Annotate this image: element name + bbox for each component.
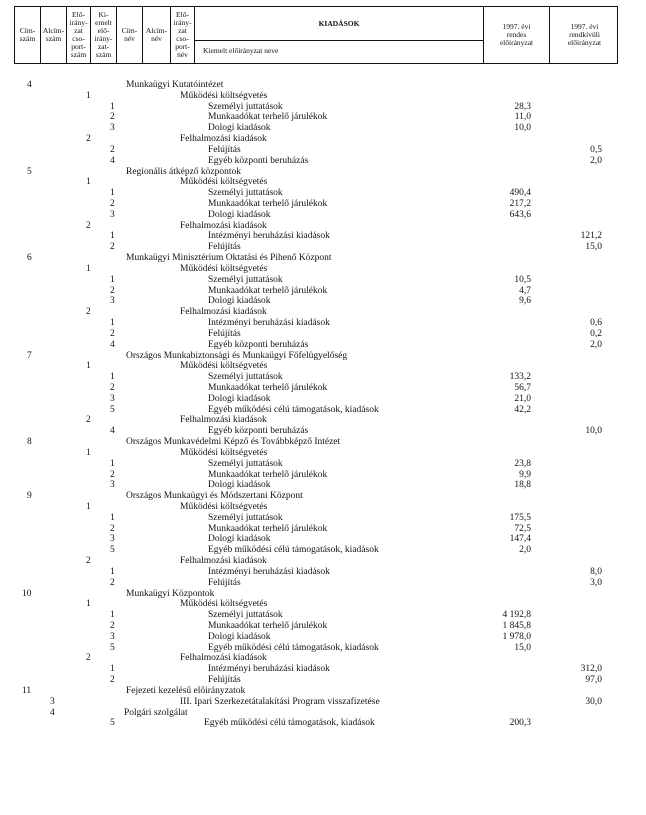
eloiranyzat-csoport-szam: 1 xyxy=(86,501,91,512)
eloiranyzat-nev: Felhalmozási kiadások xyxy=(180,653,267,664)
header-alcimnev: Alcím- név xyxy=(143,7,171,63)
table-row xyxy=(0,167,646,178)
table-row xyxy=(0,307,646,318)
rendes-eloiranyzat: 23,8 xyxy=(514,458,531,469)
eloiranyzat-nev: Felújítás xyxy=(208,577,241,588)
kiemelt-eloiranyzat-szam: 2 xyxy=(110,577,115,588)
eloiranyzat-csoport-szam: 1 xyxy=(86,177,91,188)
eloiranyzat-nev: Működési költségvetés xyxy=(180,90,268,101)
kiemelt-eloiranyzat-szam: 5 xyxy=(110,545,115,556)
rendes-eloiranyzat: 1 845,8 xyxy=(502,621,531,631)
kiemelt-eloiranyzat-szam: 1 xyxy=(110,274,115,285)
kiemelt-eloiranyzat-szam: 2 xyxy=(110,328,115,339)
table-row xyxy=(0,296,646,307)
rendes-eloiranyzat: 175,5 xyxy=(509,512,531,523)
rendes-eloiranyzat: 490,4 xyxy=(509,188,531,199)
rendes-eloiranyzat: 42,2 xyxy=(514,404,531,415)
table-row xyxy=(0,708,646,719)
kiemelt-eloiranyzat-szam: 3 xyxy=(110,209,115,220)
table-row xyxy=(0,102,646,113)
table-row xyxy=(0,524,646,535)
kiemelt-eloiranyzat-szam: 1 xyxy=(110,372,115,383)
eloiranyzat-nev: Dologi kiadások xyxy=(208,631,271,642)
eloiranyzat-csoport-szam: 1 xyxy=(86,263,91,274)
rendes-eloiranyzat: 217,2 xyxy=(509,199,531,210)
table-row xyxy=(0,145,646,156)
eloiranyzat-nev: Dologi kiadások xyxy=(208,393,271,404)
kiemelt-eloiranyzat-szam: 2 xyxy=(110,621,115,631)
table-row xyxy=(0,718,646,729)
eloiranyzat-nev: Dologi kiadások xyxy=(208,480,271,491)
rendes-eloiranyzat: 1 978,0 xyxy=(502,631,531,642)
table-row xyxy=(0,80,646,91)
header-eloiranyzat-csoport-szam: Elő- irány- zat cso- port- szám xyxy=(67,7,91,63)
table-row xyxy=(0,664,646,675)
table-row xyxy=(0,437,646,448)
table-row xyxy=(0,448,646,459)
eloiranyzat-nev: Intézményi beruházási kiadások xyxy=(208,566,330,577)
kiemelt-eloiranyzat-szam: 1 xyxy=(110,512,115,523)
table-row xyxy=(0,426,646,437)
cim-szam: 10 xyxy=(22,588,32,599)
table-row xyxy=(0,686,646,697)
kiemelt-eloiranyzat-szam: 1 xyxy=(110,566,115,577)
table-row xyxy=(0,589,646,600)
table-row xyxy=(0,188,646,199)
table-row xyxy=(0,599,646,610)
eloiranyzat-nev: Működési költségvetés xyxy=(180,501,268,512)
table-row xyxy=(0,210,646,221)
eloiranyzat-nev: Egyéb központi beruházás xyxy=(208,339,309,350)
table-row xyxy=(0,556,646,567)
eloiranyzat-nev: Személyi juttatások xyxy=(208,274,283,285)
table-row xyxy=(0,361,646,372)
eloiranyzat-csoport-szam: 1 xyxy=(86,90,91,101)
table-row xyxy=(0,545,646,556)
table-row xyxy=(0,513,646,524)
kiemelt-eloiranyzat-szam: 2 xyxy=(110,382,115,393)
table-row xyxy=(0,621,646,632)
eloiranyzat-nev: Személyi juttatások xyxy=(208,512,283,523)
table-row xyxy=(0,242,646,253)
header-rendes-eloiranyzat: 1997. évi rendes előirányzat xyxy=(484,7,550,63)
kiemelt-eloiranyzat-szam: 5 xyxy=(110,718,115,729)
table-row xyxy=(0,610,646,621)
table-row xyxy=(0,275,646,286)
eloiranyzat-nev: Felújítás xyxy=(208,242,241,253)
cim-szam: 4 xyxy=(27,80,32,90)
eloiranyzat-nev: Felhalmozási kiadások xyxy=(180,134,267,145)
eloiranyzat-nev: Egyéb működési célú támogatások, kiadások xyxy=(208,642,379,653)
table-row xyxy=(0,675,646,686)
table-row xyxy=(0,480,646,491)
table-row xyxy=(0,394,646,405)
kiemelt-eloiranyzat-szam: 2 xyxy=(110,675,115,686)
eloiranyzat-nev: Dologi kiadások xyxy=(208,123,271,134)
rendkivuli-eloiranyzat: 121,2 xyxy=(580,231,602,242)
rendes-eloiranyzat: 18,8 xyxy=(514,480,531,491)
eloiranyzat-nev: Országos Munkavédelmi Képző és Továbbképző Intézet xyxy=(126,437,341,448)
table-row xyxy=(0,134,646,145)
kiadasok-title: KIADÁSOK xyxy=(195,7,483,41)
kiemelt-eloiranyzat-szam: 4 xyxy=(110,339,115,350)
eloiranyzat-nev: Dologi kiadások xyxy=(208,209,271,220)
cim-szam: 9 xyxy=(27,491,32,502)
eloiranyzat-nev: Személyi juttatások xyxy=(208,188,283,199)
eloiranyzat-nev: Polgári szolgálat xyxy=(124,707,188,718)
eloiranyzat-csoport-szam: 2 xyxy=(86,556,91,567)
eloiranyzat-nev: Munkaügyi Központok xyxy=(126,588,215,599)
table-row xyxy=(0,351,646,362)
eloiranyzat-csoport-szam: 2 xyxy=(86,307,91,318)
eloiranyzat-nev: Munkaügyi Minisztérium Oktatási és Pihenő Központ xyxy=(126,253,332,264)
eloiranyzat-nev: Regionális átképző központok xyxy=(126,166,242,177)
eloiranyzat-nev: Munkaadókat terhelő járulékok xyxy=(208,469,328,480)
eloiranyzat-nev: Egyéb központi beruházás xyxy=(208,426,309,437)
eloiranyzat-nev: Egyéb működési célú támogatások, kiadások xyxy=(204,718,375,729)
table-row xyxy=(0,199,646,210)
kiemelt-eloiranyzat-szam: 1 xyxy=(110,664,115,675)
rendes-eloiranyzat: 11,0 xyxy=(514,112,531,123)
header-rendkivuli-eloiranyzat: 1997. évi rendkívüli előirányzat xyxy=(567,22,602,47)
table-row xyxy=(0,221,646,232)
cim-szam: 6 xyxy=(27,253,32,264)
kiemelt-eloiranyzat-szam: 3 xyxy=(110,480,115,491)
table-row xyxy=(0,415,646,426)
table-row xyxy=(0,653,646,664)
eloiranyzat-nev: Személyi juttatások xyxy=(208,372,283,383)
eloiranyzat-csoport-szam: 2 xyxy=(86,653,91,664)
eloiranyzat-nev: III. Ipari Szerkezetátalakítási Program visszafizetése xyxy=(180,696,380,707)
table-row xyxy=(0,697,646,708)
header-eloiranyzat-csoport-nev: Elő- irány- zat cso- port- név xyxy=(171,7,195,63)
cim-szam: 11 xyxy=(22,685,32,696)
rendes-eloiranyzat: 15,0 xyxy=(514,642,531,653)
header-alcimszam: Alcím- szám xyxy=(41,7,67,63)
eloiranyzat-nev: Felhalmozási kiadások xyxy=(180,556,267,567)
rendes-eloiranyzat: 9,9 xyxy=(519,469,531,480)
table-row xyxy=(0,383,646,394)
eloiranyzat-nev: Dologi kiadások xyxy=(208,534,271,545)
cim-szam: 5 xyxy=(27,166,32,177)
rendkivuli-eloiranyzat: 3,0 xyxy=(590,577,602,588)
rendkivuli-eloiranyzat: 10,0 xyxy=(585,426,602,437)
eloiranyzat-nev: Egyéb működési célú támogatások, kiadások xyxy=(208,545,379,556)
rendes-eloiranyzat: 10,0 xyxy=(514,123,531,134)
eloiranyzat-nev: Intézményi beruházási kiadások xyxy=(208,664,330,675)
rendes-eloiranyzat: 9,6 xyxy=(519,296,531,307)
header-kiadasok xyxy=(195,7,484,63)
eloiranyzat-nev: Felújítás xyxy=(208,144,241,155)
rendes-eloiranyzat: 72,5 xyxy=(514,523,531,534)
eloiranyzat-nev: Munkaadókat terhelő járulékok xyxy=(208,523,328,534)
eloiranyzat-nev: Országos Munkabiztonsági és Munkaügyi Főfelügyelőség xyxy=(126,350,348,361)
rendes-eloiranyzat: 4 192,8 xyxy=(502,610,531,621)
eloiranyzat-nev: Személyi juttatások xyxy=(208,101,283,112)
table-row xyxy=(0,177,646,188)
eloiranyzat-nev: Országos Munkaügyi és Módszertani Központ xyxy=(126,491,303,502)
table-row xyxy=(0,340,646,351)
rendes-eloiranyzat: 21,0 xyxy=(514,393,531,404)
rendkivuli-eloiranyzat: 2,0 xyxy=(590,155,602,166)
eloiranyzat-nev: Munkaadókat terhelő járulékok xyxy=(208,199,328,210)
rendkivuli-eloiranyzat: 0,5 xyxy=(590,144,602,155)
table-row xyxy=(0,112,646,123)
table-header xyxy=(14,6,618,64)
table-row xyxy=(0,372,646,383)
kiemelt-eloiranyzat-szam: 1 xyxy=(110,610,115,621)
rendes-eloiranyzat: 2,0 xyxy=(519,545,531,556)
eloiranyzat-nev: Munkaadókat terhelő járulékok xyxy=(208,285,328,296)
rendkivuli-eloiranyzat: 0,2 xyxy=(590,328,602,339)
eloiranyzat-nev: Egyéb központi beruházás xyxy=(208,155,309,166)
kiemelt-eloiranyzat-szam: 3 xyxy=(110,631,115,642)
table-row xyxy=(0,286,646,297)
eloiranyzat-nev: Személyi juttatások xyxy=(208,610,283,621)
eloiranyzat-nev: Munkaadókat terhelő járulékok xyxy=(208,382,328,393)
rendkivuli-eloiranyzat: 15,0 xyxy=(585,242,602,253)
eloiranyzat-csoport-szam: 2 xyxy=(86,134,91,145)
table-row xyxy=(0,91,646,102)
rendes-eloiranyzat: 4,7 xyxy=(519,285,531,296)
eloiranyzat-csoport-szam: 2 xyxy=(86,220,91,231)
eloiranyzat-csoport-szam: 1 xyxy=(86,361,91,372)
alcim-szam: 4 xyxy=(50,707,55,718)
kiemelt-eloiranyzat-szam: 2 xyxy=(110,144,115,155)
rendkivuli-eloiranyzat: 2,0 xyxy=(590,339,602,350)
eloiranyzat-nev: Működési költségvetés xyxy=(180,599,268,610)
eloiranyzat-nev: Felújítás xyxy=(208,328,241,339)
table-row xyxy=(0,405,646,416)
table-row xyxy=(0,318,646,329)
eloiranyzat-nev: Működési költségvetés xyxy=(180,447,268,458)
cim-szam: 8 xyxy=(27,437,32,448)
eloiranyzat-nev: Dologi kiadások xyxy=(208,296,271,307)
kiemelt-eloiranyzat-szam: 3 xyxy=(110,123,115,134)
rendes-eloiranyzat: 28,3 xyxy=(514,101,531,112)
kiemelt-eloiranyzat-szam: 3 xyxy=(110,393,115,404)
kiemelt-eloiranyzat-szam: 5 xyxy=(110,404,115,415)
rendes-eloiranyzat: 10,5 xyxy=(514,274,531,285)
table-row xyxy=(0,264,646,275)
kiemelt-eloiranyzat-szam: 2 xyxy=(110,523,115,534)
kiemelt-eloiranyzat-szam: 4 xyxy=(110,426,115,437)
eloiranyzat-nev: Felhalmozási kiadások xyxy=(180,220,267,231)
header-cimnev: Cím- név xyxy=(117,7,143,63)
eloiranyzat-csoport-szam: 1 xyxy=(86,599,91,610)
eloiranyzat-csoport-szam: 1 xyxy=(86,447,91,458)
table-row xyxy=(0,231,646,242)
rendes-eloiranyzat: 133,2 xyxy=(509,372,531,383)
header-kiemelt-szam: Ki- emelt elő- irány- zat- szám xyxy=(91,7,117,63)
kiemelt-eloiranyzat-szam: 1 xyxy=(110,318,115,329)
kiemelt-eloiranyzat-szam: 4 xyxy=(110,155,115,166)
kiemelt-eloiranyzat-szam: 2 xyxy=(110,285,115,296)
kiemelt-eloiranyzat-szam: 1 xyxy=(110,231,115,242)
table-row xyxy=(0,567,646,578)
rendes-eloiranyzat: 147,4 xyxy=(509,534,531,545)
kiemelt-eloiranyzat-szam: 2 xyxy=(110,242,115,253)
eloiranyzat-nev: Felhalmozási kiadások xyxy=(180,307,267,318)
rendkivuli-eloiranyzat: 8,0 xyxy=(590,566,602,577)
eloiranyzat-nev: Intézményi beruházási kiadások xyxy=(208,318,330,329)
table-row xyxy=(0,459,646,470)
kiemelt-eloiranyzat-szam: 2 xyxy=(110,469,115,480)
eloiranyzat-nev: Működési költségvetés xyxy=(180,177,268,188)
rendkivuli-eloiranyzat: 312,0 xyxy=(580,664,602,675)
eloiranyzat-csoport-szam: 2 xyxy=(86,415,91,426)
rendkivuli-eloiranyzat: 97,0 xyxy=(585,675,602,686)
table-row xyxy=(0,643,646,654)
table-row xyxy=(0,491,646,502)
table-row xyxy=(0,632,646,643)
rendes-eloiranyzat: 56,7 xyxy=(514,382,531,393)
eloiranyzat-nev: Munkaadókat terhelő járulékok xyxy=(208,621,328,631)
kiemelt-eloiranyzat-neve: Kiemelt előirányzat neve xyxy=(203,46,279,55)
rendkivuli-eloiranyzat: 30,0 xyxy=(585,696,602,707)
kiemelt-eloiranyzat-szam: 3 xyxy=(110,534,115,545)
kiemelt-eloiranyzat-szam: 2 xyxy=(110,199,115,210)
table-row xyxy=(0,534,646,545)
eloiranyzat-nev: Intézményi beruházási kiadások xyxy=(208,231,330,242)
eloiranyzat-nev: Munkaadókat terhelő járulékok xyxy=(208,112,328,123)
header-cimszam: Cím- szám xyxy=(15,7,41,63)
alcim-szam: 3 xyxy=(50,696,55,707)
kiemelt-eloiranyzat-szam: 1 xyxy=(110,458,115,469)
rendes-eloiranyzat: 643,6 xyxy=(509,209,531,220)
table-row xyxy=(0,470,646,481)
rendkivuli-eloiranyzat: 0,6 xyxy=(590,318,602,329)
rendes-eloiranyzat: 200,3 xyxy=(509,718,531,729)
kiemelt-eloiranyzat-szam: 3 xyxy=(110,296,115,307)
table-row xyxy=(0,329,646,340)
eloiranyzat-nev: Egyéb működési célú támogatások, kiadások xyxy=(208,404,379,415)
eloiranyzat-nev: Felújítás xyxy=(208,675,241,686)
eloiranyzat-nev: Személyi juttatások xyxy=(208,458,283,469)
cim-szam: 7 xyxy=(27,350,32,361)
table-row xyxy=(0,156,646,167)
table-row xyxy=(0,578,646,589)
eloiranyzat-nev: Működési költségvetés xyxy=(180,361,268,372)
kiemelt-eloiranyzat-szam: 2 xyxy=(110,112,115,123)
kiemelt-eloiranyzat-szam: 5 xyxy=(110,642,115,653)
eloiranyzat-nev: Felhalmozási kiadások xyxy=(180,415,267,426)
table-row xyxy=(0,502,646,513)
kiemelt-eloiranyzat-szam: 1 xyxy=(110,101,115,112)
table-row xyxy=(0,253,646,264)
table-row xyxy=(0,123,646,134)
eloiranyzat-nev: Munkaügyi Kutatóintézet xyxy=(126,80,224,90)
eloiranyzat-nev: Működési költségvetés xyxy=(180,263,268,274)
kiemelt-eloiranyzat-szam: 1 xyxy=(110,188,115,199)
eloiranyzat-nev: Fejezeti kezelésű előirányzatok xyxy=(126,685,246,696)
